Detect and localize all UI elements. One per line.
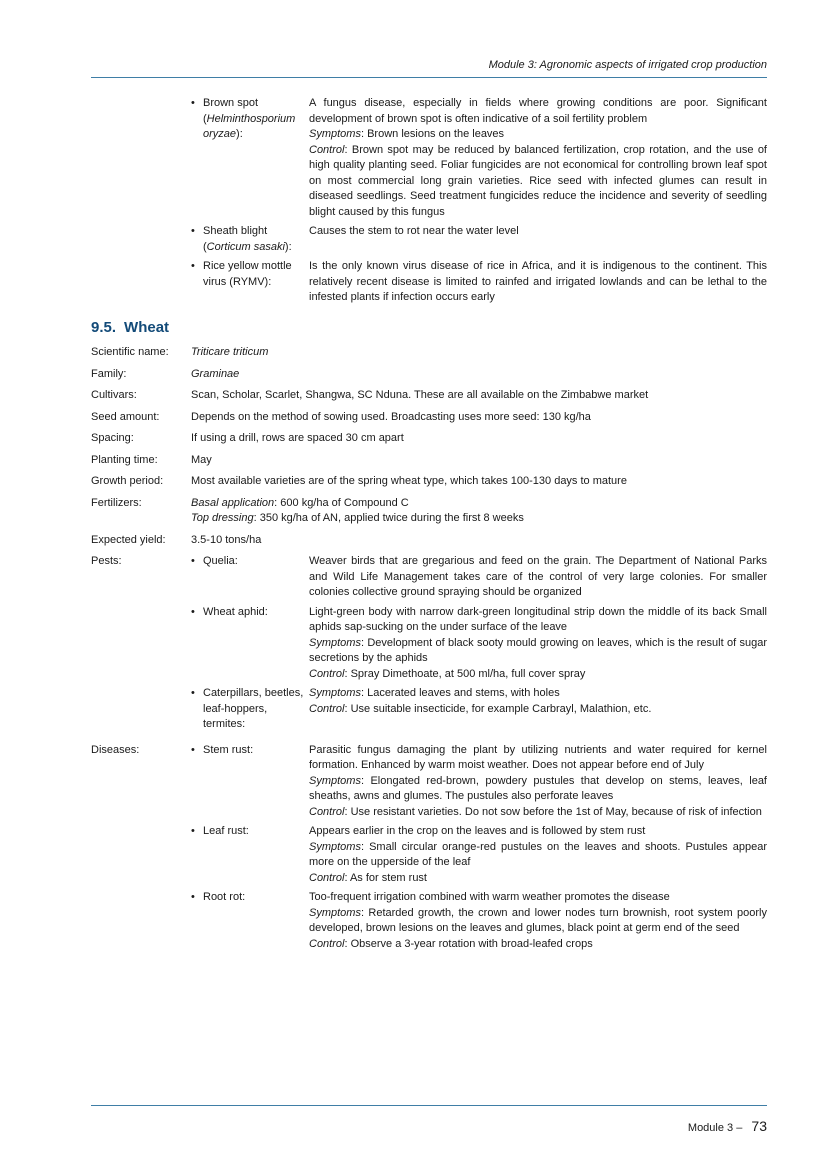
field-spacing	[91, 431, 767, 447]
description-label: Control	[309, 871, 345, 884]
item-name	[203, 96, 309, 220]
field-pests	[91, 554, 767, 737]
field-label: Cultivars:	[91, 389, 137, 401]
description-line	[309, 605, 767, 636]
field-label: Fertilizers:	[91, 496, 142, 509]
diseases-list	[191, 743, 767, 957]
description-line	[309, 143, 767, 221]
field-cultivars	[91, 388, 767, 404]
footer-module-label: Module 3	[687, 1122, 734, 1134]
section-title: Wheat	[124, 318, 170, 336]
field-value: If using a drill, rows are spaced 30 cm apart	[191, 432, 404, 444]
bullet-icon: •	[191, 687, 195, 699]
field-label: Expected yield:	[91, 533, 166, 546]
field-label: Spacing:	[91, 432, 134, 444]
bullet-icon: •	[191, 225, 195, 237]
page-content	[91, 96, 767, 962]
description-label: Control	[309, 937, 345, 950]
description-line	[309, 127, 767, 143]
field-label: Growth period:	[91, 475, 164, 487]
item-description	[309, 554, 767, 601]
description-line	[309, 686, 767, 702]
description-label: Symptoms	[309, 906, 361, 919]
description-line	[309, 743, 767, 774]
bullet-icon: •	[191, 260, 195, 272]
field-value: 3.5-10 tons/ha	[191, 533, 262, 546]
top-dressing-text: : 350 kg/ha of AN, applied twice during the first 8 weeks	[253, 512, 524, 524]
footer-rule	[91, 1105, 767, 1106]
field-seed-amount	[91, 410, 767, 426]
description-text: : As for stem rust	[344, 871, 427, 884]
description-line	[309, 871, 767, 887]
description-line	[309, 667, 767, 683]
item-description	[309, 96, 767, 220]
description-text: : Use resistant varieties. Do not sow before the 1st of May, because of risk of infection	[344, 805, 762, 818]
description-line	[309, 824, 767, 840]
description-line	[309, 805, 767, 821]
description-label: Control	[309, 805, 345, 818]
item-name	[203, 259, 309, 306]
item-name	[203, 224, 309, 255]
description-text: : Retarded growth, the crown and lower nodes turn brownish, root system poorly developed, brown lesions on the leaves and glumes, black point at germ end of the seed	[309, 906, 767, 934]
basal-application	[191, 496, 767, 512]
page-footer	[688, 1118, 767, 1134]
field-label: Family:	[91, 367, 127, 380]
bullet-icon: •	[191, 743, 195, 756]
description-text: : Lacerated leaves and stems, with holes	[360, 687, 560, 699]
description-label: Control	[309, 143, 345, 156]
footer-separator: –	[736, 1122, 743, 1134]
description-label: Symptoms	[309, 687, 361, 699]
description-line	[309, 774, 767, 805]
list-item	[191, 224, 767, 255]
description-text: Weaver birds that are gregarious and feed on the grain. The Department of National Parks and Wild Life Management takes care of the control of very large colonies. For smaller colonies collective ground spraying should be organized	[309, 555, 767, 598]
item-scientific-name: Corticum sasaki	[206, 240, 285, 253]
description-text: Appears earlier in the crop on the leaves and is followed by stem rust	[309, 825, 646, 837]
list-item	[191, 554, 767, 601]
header-rule	[91, 77, 767, 78]
description-text: Light-green body with narrow dark-green longitudinal strip down the middle of its back Small aphids sap-sucking on the under surface of the leave	[309, 605, 767, 633]
description-text: : Observe a 3-year rotation with broad-leafed crops	[344, 937, 593, 950]
field-fertilizers	[91, 496, 767, 527]
rice-diseases-list	[191, 96, 767, 306]
description-label: Control	[309, 667, 345, 680]
description-line	[309, 702, 767, 718]
field-value	[191, 496, 767, 527]
description-line	[309, 906, 767, 937]
field-value: Graminae	[191, 367, 240, 380]
description-text: Too-frequent irrigation combined with warm weather promotes the disease	[309, 891, 670, 903]
list-item	[191, 743, 767, 821]
description-line	[309, 840, 767, 871]
bullet-icon: •	[191, 97, 195, 109]
description-label: Control	[309, 702, 345, 715]
field-family	[91, 367, 767, 383]
field-scientific-name	[91, 345, 767, 361]
item-scientific-name: Helminthosporium oryzae	[203, 112, 296, 140]
basal-text: : 600 kg/ha of Compound C	[274, 496, 409, 509]
field-value: Scan, Scholar, Scarlet, Shangwa, SC Nduna. These are all available on the Zimbabwe market	[191, 389, 649, 401]
description-text: : Small circular orange-red pustules on the leaves and shoots. Pustules appear more on the upperside of the leaf	[309, 840, 767, 868]
list-item	[191, 96, 767, 220]
field-expected-yield	[91, 533, 767, 549]
description-text: : Spray Dimethoate, at 500 ml/ha, full cover spray	[344, 667, 586, 680]
item-name: Leaf rust:	[203, 825, 249, 837]
description-text: : Elongated red-brown, powdery pustules that develop on stems, leaves, leaf sheaths, awns and glumes. The pustules also perforate leaves	[309, 774, 767, 802]
list-item	[191, 259, 767, 306]
description-text: Causes the stem to rot near the water level	[309, 225, 519, 237]
description-line	[309, 890, 767, 906]
field-label: Pests:	[91, 555, 122, 567]
description-label: Symptoms	[309, 636, 361, 649]
item-description	[309, 224, 767, 255]
description-text: : Development of black sooty mould growing on leaves, which is the result of sugar secretions by the aphids	[309, 636, 767, 664]
bullet-icon: •	[191, 555, 195, 567]
description-text: : Brown spot may be reduced by balanced fertilization, crop rotation, and the use of high quality planting seed. Foliar fungicides are not economical for controlling brown leaf spot on most commercial long grain varieties. Rice seed with infected glumes can result in diseased seedlings. Seed treatment fungicides reduce the incidence and severity of seedling blight caused by this fungus	[309, 143, 767, 218]
description-label: Symptoms	[309, 774, 361, 787]
item-name-text: Rice yellow mottle virus (RYMV):	[203, 260, 292, 288]
description-text: : Brown lesions on the leaves	[360, 128, 505, 140]
field-value: May	[191, 453, 212, 466]
item-name: Root rot:	[203, 891, 246, 903]
item-description	[309, 259, 767, 306]
description-line	[309, 96, 767, 127]
section-number: 9.5.	[91, 318, 117, 336]
page-number: 73	[751, 1118, 767, 1134]
item-description	[309, 686, 767, 733]
description-line	[309, 636, 767, 667]
description-line	[309, 937, 767, 953]
item-description	[309, 743, 767, 821]
item-description	[309, 605, 767, 683]
description-line	[309, 224, 767, 240]
item-name-suffix: ):	[236, 128, 243, 140]
item-description	[309, 824, 767, 886]
description-line	[309, 554, 767, 601]
item-description	[309, 890, 767, 952]
item-name-text: Brown spot (	[203, 97, 259, 125]
description-line	[309, 259, 767, 306]
description-label: Symptoms	[309, 840, 361, 853]
basal-label: Basal application	[191, 496, 275, 509]
item-name: Caterpillars, beetles, leaf-hoppers, termites:	[203, 687, 304, 730]
top-dressing	[191, 511, 767, 527]
bullet-icon: •	[191, 605, 195, 618]
list-item	[191, 686, 767, 733]
list-item	[191, 890, 767, 952]
description-text: A fungus disease, especially in fields where growing conditions are poor. Significant development of brown spot is often indicative of a soil fertility problem	[309, 97, 767, 125]
description-text: Parasitic fungus damaging the plant by utilizing nutrients and water required for kernel formation. Enhanced by warm moist weather. Does not appear before end of July	[309, 743, 767, 771]
field-label: Diseases:	[91, 743, 140, 756]
item-name-suffix: ):	[284, 240, 292, 253]
top-dressing-label: Top dressing	[191, 512, 254, 524]
item-name: Wheat aphid:	[203, 605, 268, 618]
field-label: Scientific name:	[91, 346, 169, 358]
description-label: Symptoms	[309, 128, 361, 140]
bullet-icon: •	[191, 891, 195, 903]
item-name: Quelia:	[203, 555, 238, 567]
field-label: Seed amount:	[91, 410, 160, 423]
field-label: Planting time:	[91, 453, 158, 466]
field-growth-period	[91, 474, 767, 490]
item-name-text: Sheath blight (	[203, 225, 268, 253]
pests-list	[191, 554, 767, 737]
description-text: : Use suitable insecticide, for example Carbrayl, Malathion, etc.	[344, 702, 652, 715]
running-header: Module 3: Agronomic aspects of irrigated crop production	[488, 59, 767, 71]
field-value: Triticare triticum	[191, 346, 269, 358]
bullet-icon: •	[191, 825, 195, 837]
field-diseases	[91, 743, 767, 957]
description-text: Is the only known virus disease of rice in Africa, and it is indigenous to the continent. This relatively recent disease is limited to rainfed and irrigated lowlands and can be lethal to the infested plants if infection occurs early	[309, 260, 767, 303]
section-heading	[91, 320, 767, 336]
item-name: Stem rust:	[203, 743, 254, 756]
field-value: Depends on the method of sowing used. Broadcasting uses more seed: 130 kg/ha	[191, 410, 591, 423]
list-item	[191, 824, 767, 886]
field-value: Most available varieties are of the spring wheat type, which takes 100-130 days to mature	[191, 475, 627, 487]
field-planting-time	[91, 453, 767, 469]
list-item	[191, 605, 767, 683]
